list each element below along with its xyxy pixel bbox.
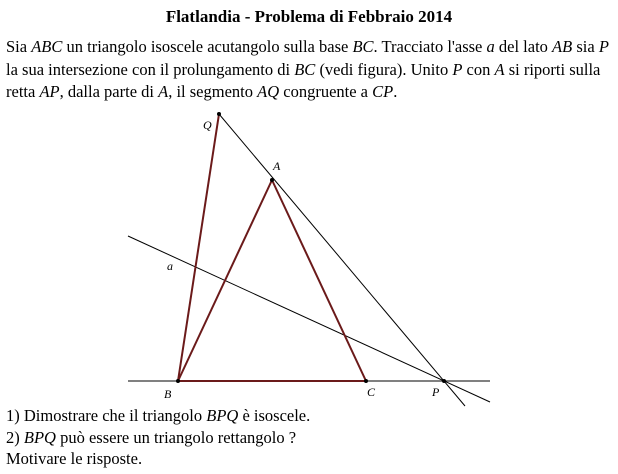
statement-run: A: [158, 82, 169, 101]
statement-run: Sia: [6, 37, 32, 56]
question-line: [6, 448, 310, 470]
page-title: Flatlandia - Problema di Febbraio 2014: [165, 7, 453, 26]
statement-run: del lato: [494, 37, 553, 56]
label-b: B: [164, 387, 172, 401]
question-run: 2): [6, 427, 24, 447]
statement-run: BC: [294, 59, 316, 79]
question-run: 1) Dimostrare che il triangolo: [6, 406, 207, 425]
question-run: BPQ: [206, 406, 239, 425]
question-run: BPQ: [23, 427, 56, 447]
statement-run: (vedi figura). Unito: [315, 59, 453, 79]
point-c: [364, 379, 368, 383]
question-line: [6, 405, 310, 427]
statement-run: BC: [352, 37, 374, 56]
statement-run: sia: [572, 37, 599, 56]
line-qp: [219, 114, 465, 406]
statement-run: , il segmento: [168, 82, 258, 101]
statement-run: a: [486, 37, 495, 56]
point-a: [270, 178, 274, 182]
statement-run: . Tracciato l'asse: [373, 37, 487, 56]
label-c: C: [367, 385, 376, 399]
questions: [6, 405, 310, 470]
question-run: Motivare le risposte.: [6, 449, 143, 468]
statement-run: P: [598, 37, 609, 56]
label-q: Q: [203, 118, 212, 132]
statement-run: , dalla parte di: [59, 82, 159, 101]
question-run: è isoscele.: [238, 406, 311, 425]
statement-run: .: [393, 82, 398, 101]
segment-ac: [272, 180, 366, 381]
label-a-axis: a: [167, 259, 173, 273]
point-p: [442, 379, 446, 383]
statement-run: con: [462, 59, 495, 79]
statement-run: la sua intersezione con il prolungamento di: [6, 59, 295, 79]
statement-run: AQ: [257, 82, 280, 101]
question-line: [6, 427, 310, 449]
statement-run: congruente a: [279, 82, 373, 101]
statement-run: P: [452, 59, 463, 79]
label-p: P: [432, 385, 440, 399]
question-run: può essere un triangolo rettangolo ?: [55, 427, 297, 447]
point-b: [176, 379, 180, 383]
statement-run: CP: [372, 82, 394, 101]
statement-run: si riporti sulla retta: [6, 59, 601, 101]
segment-ab: [178, 180, 272, 381]
point-q: [217, 112, 221, 116]
segment-bq: [178, 114, 219, 381]
label-a: A: [273, 159, 281, 173]
statement-run: AB: [552, 37, 573, 56]
statement-run: AP: [39, 82, 60, 101]
statement-run: ABC: [31, 37, 63, 56]
statement-run: un triangolo isoscele acutangolo sulla base: [62, 37, 353, 56]
statement-run: A: [494, 59, 505, 79]
